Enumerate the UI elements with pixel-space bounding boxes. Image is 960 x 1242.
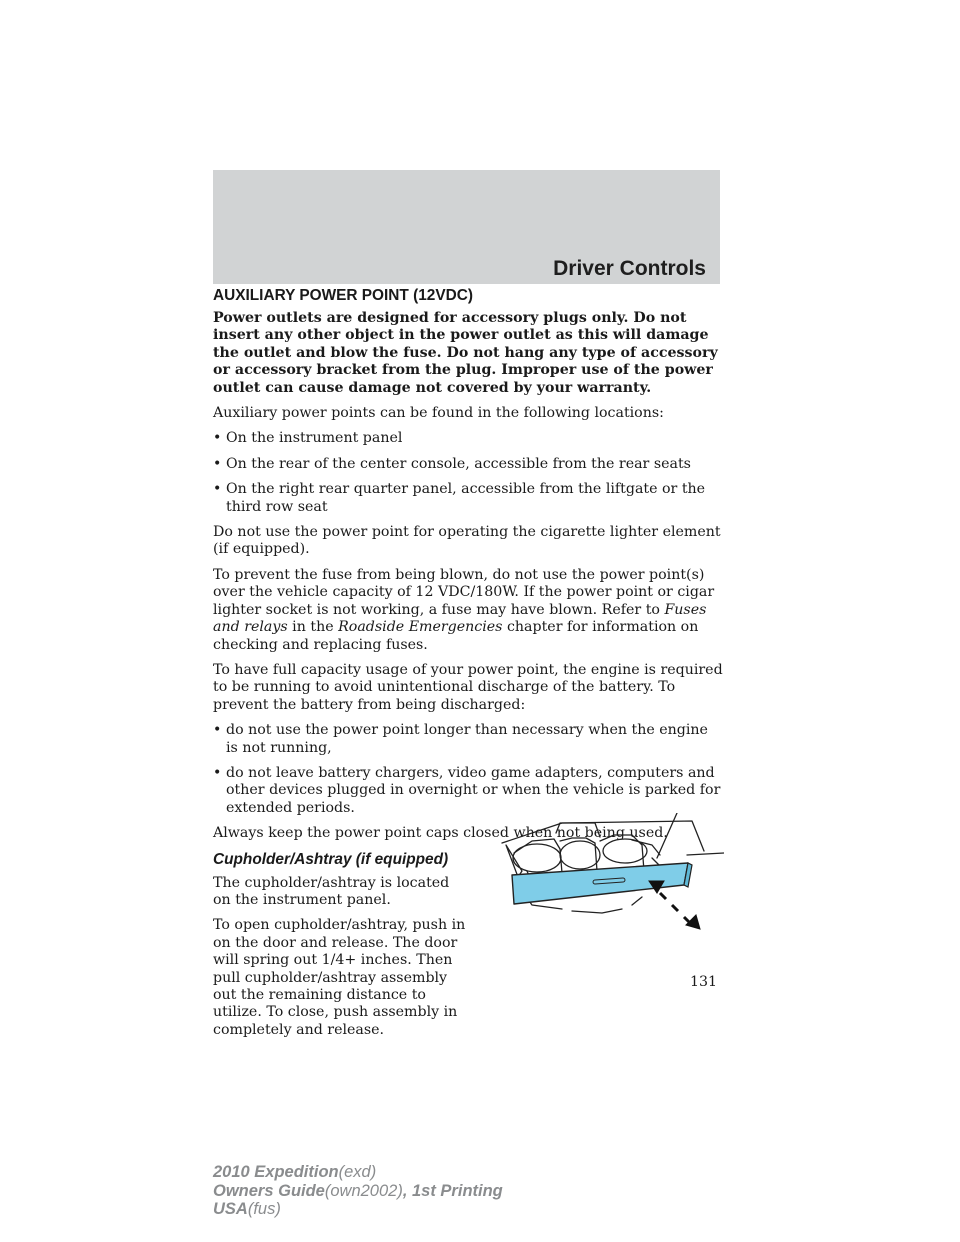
- section-header-band: [213, 170, 720, 284]
- cupholder-instructions: To open cupholder/ashtray, push in on the door and release. The door will spring out 1/4+ inches. Then pull cupholder/ashtray assembly out the remaining distance to utilize. To close, push assembly in completely and release.: [213, 917, 466, 1038]
- section-heading: AUXILIARY POWER POINT (12VDC): [213, 287, 473, 304]
- bullet-icon: •: [213, 481, 222, 498]
- document-footer: 2010 Expedition(exd) Owners Guide(own2002), 1st Printing USA(fus): [213, 1163, 503, 1218]
- cupholder-heading: Cupholder/Ashtray (if equipped): [213, 850, 449, 868]
- bullet-icon: •: [213, 722, 222, 739]
- fuses-and-relays-reference: Fuses and relays: [213, 601, 707, 636]
- locations-intro: Auxiliary power points can be found in the following locations:: [213, 405, 664, 422]
- cupholder-location: The cupholder/ashtray is located on the instrument panel.: [213, 874, 450, 908]
- bullet-icon: •: [213, 455, 222, 472]
- roadside-emergencies-reference: Roadside Emergencies: [338, 619, 503, 636]
- list-item: • do not leave battery chargers, video game adapters, computers and other devices plugged in overnight or when the vehicle is parked for extended periods.: [213, 764, 721, 816]
- cupholder-ashtray-illustration: [492, 813, 724, 936]
- section-title: Driver Controls: [553, 257, 706, 280]
- warning-text: Power outlets are designed for accessory plugs only. Do not insert any other object in the power outlet as this will damage the outlet and blow the fuse. Do not hang any type of accessory or accessory bracket from the plug. Improper use of the power outlet can cause damage not covered by your warranty.: [213, 310, 718, 396]
- capacity-paragraph: To have full capacity usage of your power point, the engine is required to be running to avoid unintentional discharge of the battery. To prevent the battery from being discharged:: [213, 661, 723, 713]
- fuse-paragraph: To prevent the fuse from being blown, do not use the power point(s) over the vehicle capacity of 12 VDC/180W. If the power point or cigar lighter socket is not working, a fuse may have blown. Refer to Fuses and relays in the Roadside Emergencies chapter for information on checking and replacing fuses.: [213, 566, 715, 653]
- bullet-icon: •: [213, 430, 222, 447]
- list-item: • do not use the power point longer than necessary when the engine is not running,: [213, 722, 708, 756]
- list-item: • On the instrument panel: [213, 430, 403, 447]
- push-arrow-icon: [649, 881, 700, 929]
- lighter-note: Do not use the power point for operating the cigarette lighter element (if equipped).: [213, 524, 721, 558]
- caps-note: Always keep the power point caps closed when not being used.: [213, 825, 668, 842]
- list-item: • On the right rear quarter panel, accessible from the liftgate or the third row seat: [213, 481, 706, 515]
- page-number: 131: [690, 974, 718, 990]
- list-item: • On the rear of the center console, accessible from the rear seats: [213, 455, 691, 472]
- bullet-icon: •: [213, 764, 222, 781]
